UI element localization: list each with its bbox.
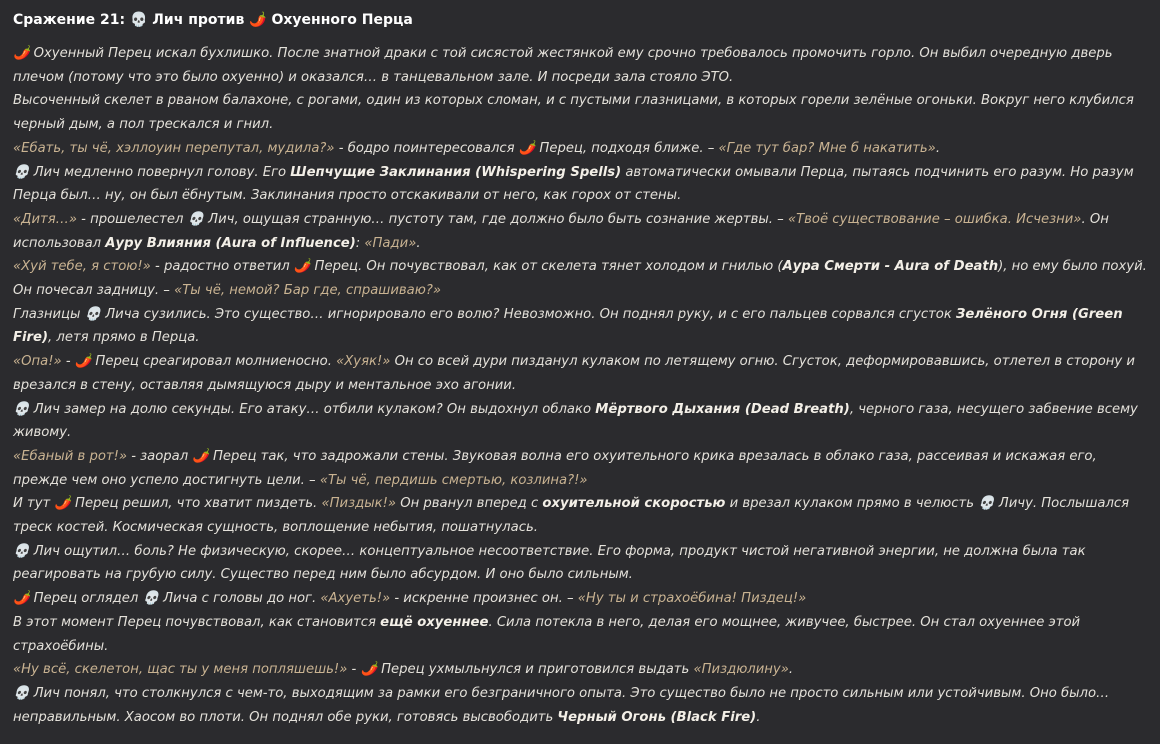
quote-text: «Хуяк!» — [336, 354, 391, 370]
quote-text: «Ебаный в рот!» — [13, 448, 127, 464]
narration-text: Глазницы 💀 Лича сузились. Это существо… игнорировало его волю? Невозможно. Он поднял руку, и с его пальцев сорвался сгусток — [13, 306, 957, 322]
story-paragraph — [13, 350, 1153, 397]
narration-text: : — [355, 235, 365, 251]
ability-name: Мёртвого Дыхания (Dead Breath) — [595, 401, 850, 417]
narration-text: 💀 Лич ощутил… боль? Не физическую, скорее… концептуальное несоответствие. Его форма, продукт чистой негативной энергии, не должна была так реагировать на грубую силу. Существо перед ним было абсурдом. И оно было сильным. — [13, 543, 1086, 583]
quote-text: «Ебать, ты чё, хэллоуин перепутал, мудила?» — [13, 140, 335, 156]
narration-text: Он рванул вперед с — [396, 496, 543, 512]
narration-text: Высоченный скелет в рваном балахоне, с рогами, один из которых сломан, и с пустыми глазницами, в которых горели зелёные огоньки. Вокруг него клубился черный дым, а пол трескался и гнил. — [13, 93, 1134, 133]
story-paragraph — [13, 137, 1153, 161]
quote-text: «Пади» — [364, 235, 417, 251]
story-paragraph — [13, 398, 1153, 445]
narration-text: 🌶️ Охуенный Перец искал бухлишко. После знатной драки с той сисястой жестянкой ему срочно требовалось промочить горло. Он выбил очередную дверь плечом (потому что это было охуенно) и оказался… в танцевальном зале. И посреди зала стояло ЭТО. — [13, 46, 1113, 85]
narration-text: - бодро поинтересовался 🌶️ Перец, подходя ближе. – — [334, 140, 719, 156]
quote-text: «Дитя…» — [13, 211, 77, 227]
narration-text: - 🌶️ Перец ухмыльнулся и приготовился выдать — [347, 662, 694, 678]
narration-text: - заорал 🌶️ Перец так, что задрожали стены. Звуковая волна его охуительного крика врезалась в облако газа, рассеивая и искажая его, прежде чем оно успело достигнуть цели. – — [13, 448, 1097, 488]
quote-text: «Ну всё, скелетон, щас ты у меня попляшешь!» — [13, 662, 348, 678]
story-paragraph — [13, 611, 1153, 658]
narration-text: , черного газа, несущего забвение всему живому. — [13, 401, 1138, 441]
quote-text: «Пиздюлину» — [693, 662, 789, 678]
narration-text: - радостно ответил 🌶️ Перец. Он почувствовал, как от скелета тянет холодом и гнилью ( — [150, 259, 783, 275]
ability-name: Ауру Влияния (Aura of Influence) — [105, 235, 356, 251]
narration-text: , летя прямо в Перца. — [48, 330, 200, 346]
narration-text: ), но ему было похуй. Он почесал задницу. – — [13, 259, 1147, 299]
quote-text: «Опа!» — [13, 354, 62, 370]
story-paragraph — [13, 89, 1153, 136]
narration-text: - 🌶️ Перец среагировал молниеносно. — [61, 354, 337, 370]
quote-text: «Твоё существование – ошибка. Исчезни» — [787, 211, 1082, 227]
quote-text: «Ну ты и страхоёбина! Пиздец!» — [577, 591, 807, 607]
narration-text: . Он использовал — [13, 211, 1109, 251]
narration-text: и врезал кулаком прямо в челюсть 💀 Личу. Послышался треск костей. Космическая сущность, воплощение небытия, пошатнулась. — [13, 496, 1130, 536]
narration-text: - искренне произнес он. – — [390, 591, 578, 607]
quote-text: «Пиздык!» — [321, 496, 397, 512]
chat-message — [13, 6, 1153, 729]
narration-text: . — [935, 140, 941, 156]
story-paragraph — [13, 303, 1153, 350]
ability-name: Аура Смерти - Aura of Death — [782, 259, 999, 275]
quote-text: «Где тут бар? Мне б накатить» — [718, 140, 936, 156]
narration-text: В этот момент Перец почувствовал, как становится — [13, 614, 381, 630]
story-paragraph — [13, 161, 1153, 208]
battle-title: Сражение 21: 💀 Лич против 🌶️ Охуенного Перца — [13, 12, 413, 28]
story-paragraph — [13, 658, 1153, 682]
narration-text: - прошелестел 💀 Лич, ощущая странную… пустоту там, где должно было быть сознание жертвы. – — [76, 211, 788, 227]
story-paragraph — [13, 587, 1153, 611]
narration-text: И тут 🌶️ Перец решил, что хватит пиздеть. — [13, 496, 322, 512]
story-paragraph — [13, 682, 1153, 729]
story-paragraph — [13, 42, 1153, 89]
quote-text: «Ты чё, пердишь смертью, козлина?!» — [319, 472, 588, 488]
story-paragraph — [13, 445, 1153, 492]
narration-text: Он со всей дури пизданул кулаком по летящему огню. Сгусток, деформировавшись, отлетел в сторону и врезался в стену, оставляя дымящуюся дыру и ментальное эхо агонии. — [13, 354, 1135, 393]
story-paragraph — [13, 492, 1153, 539]
narration-text: 🌶️ Перец оглядел 💀 Лича с головы до ног. — [13, 591, 321, 607]
story-paragraph — [13, 255, 1153, 302]
narration-text: . — [756, 709, 761, 725]
narration-text: . Сила потекла в него, делая его мощнее, живучее, быстрее. Он стал охуеннее этой страхоёбины. — [13, 614, 1081, 654]
narration-text: автоматически омывали Перца, пытаясь подчинить его разум. Но разум Перца был… ну, он был ёбнутым. Заклинания просто отскакивали от него, как горох от стены. — [13, 164, 1134, 204]
quote-text: «Хуй тебе, я стою!» — [13, 259, 151, 275]
story-paragraph — [13, 208, 1153, 255]
narration-text: . — [788, 662, 794, 678]
narration-text: 💀 Лич медленно повернул голову. Его — [13, 164, 291, 180]
ability-name: ещё охуеннее — [380, 614, 489, 630]
quote-text: «Ахуеть!» — [320, 591, 391, 607]
story-paragraph — [13, 540, 1153, 587]
story-body — [13, 42, 1153, 729]
ability-name: Шепчущие Заклинания (Whispering Spells) — [290, 164, 622, 180]
ability-name: Зелёного Огня (Green Fire) — [13, 306, 1123, 346]
ability-name: Черный Огонь (Black Fire) — [557, 709, 757, 725]
narration-text: 💀 Лич понял, что столкнулся с чем-то, выходящим за рамки его безграничного опыта. Это существо было не просто сильным или устойчивым. Оно было… неправильным. Хаосом во плоти. Он поднял обе руки, готовясь высвободить — [13, 685, 1110, 725]
ability-name: охуительной скоростью — [542, 496, 726, 512]
narration-text: . — [416, 235, 421, 251]
narration-text: 💀 Лич замер на долю секунды. Его атаку… отбили кулаком? Он выдохнул облако — [13, 401, 596, 417]
quote-text: «Ты чё, немой? Бар где, спрашиваю?» — [174, 283, 442, 299]
